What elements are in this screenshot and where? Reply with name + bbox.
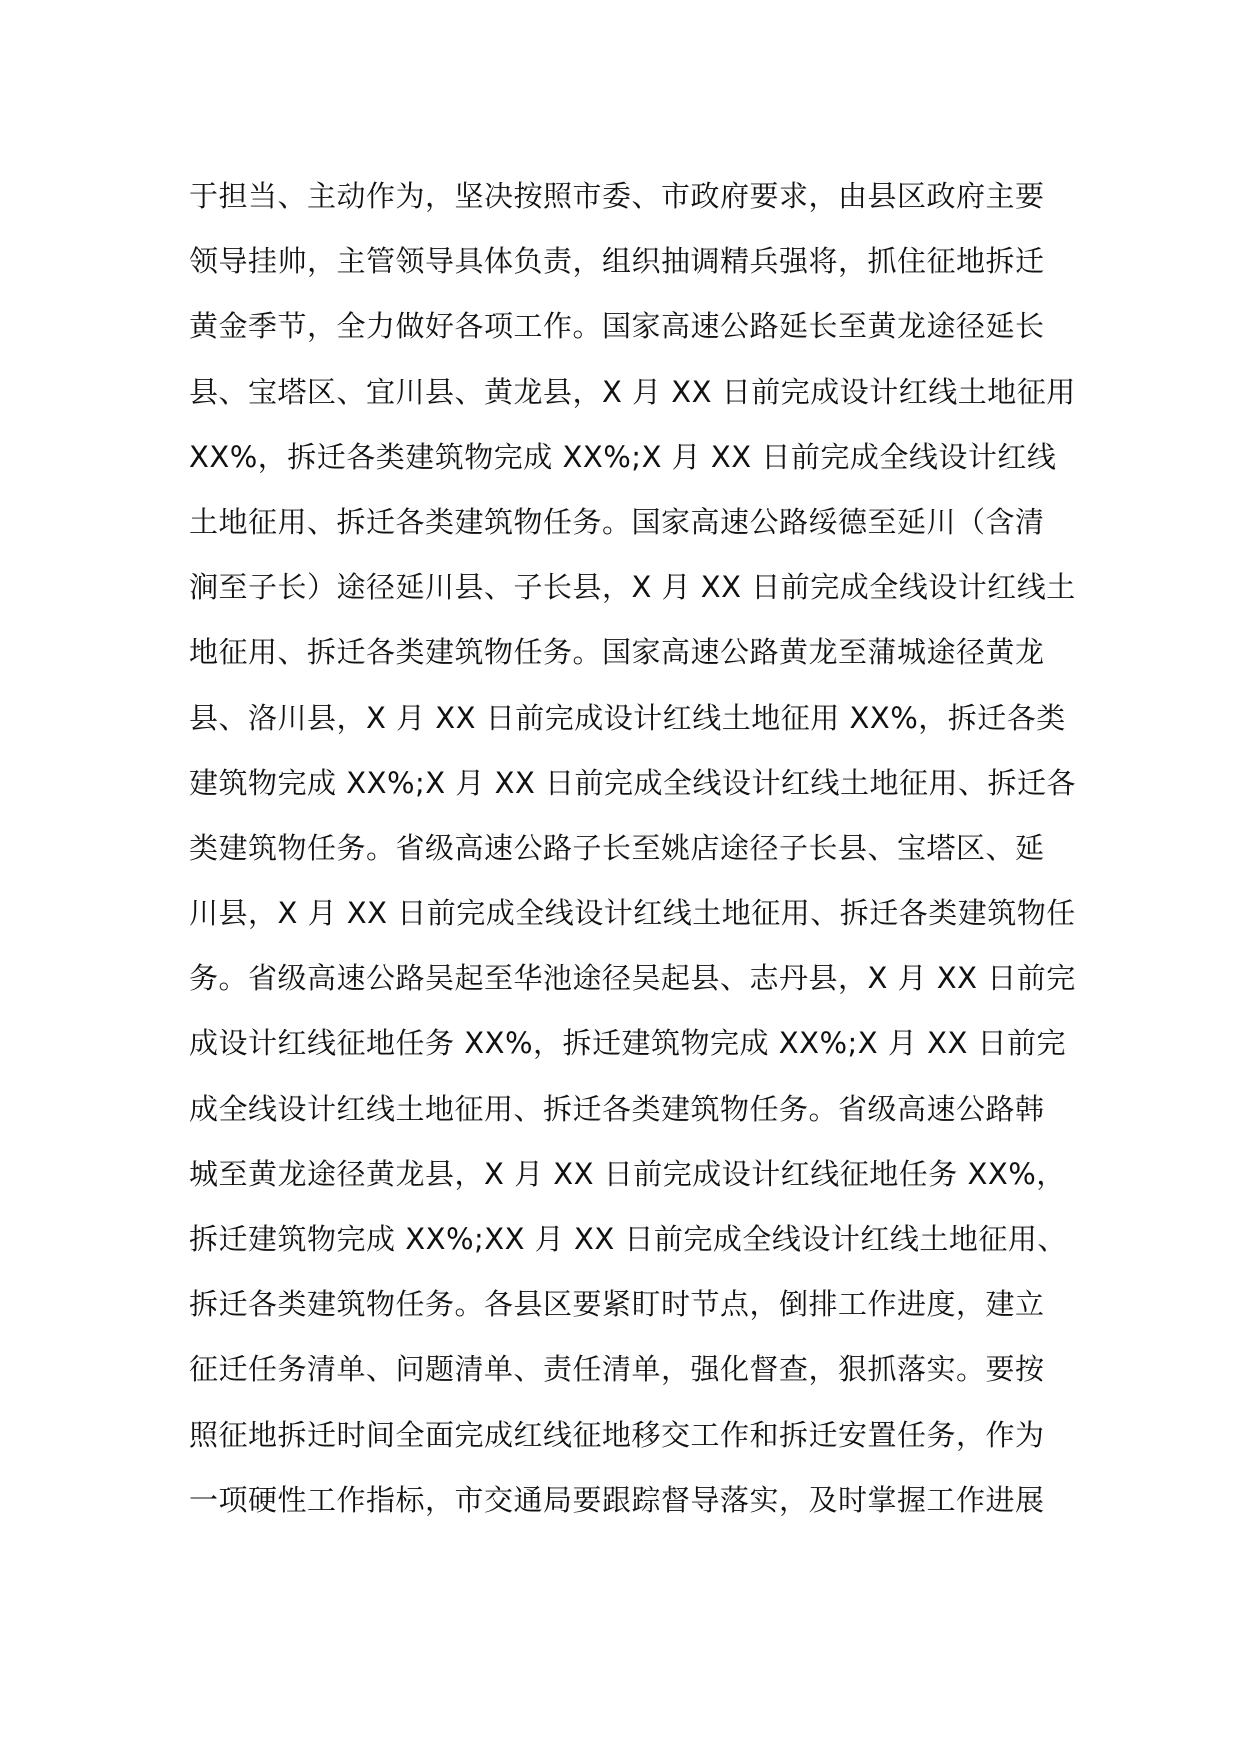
text-line: 成全线设计红线土地征用、拆迁各类建筑物任务。省级高速公路韩 xyxy=(189,1091,1045,1126)
text-line: 于担当、主动作为，坚决按照市委、市政府要求，由县区政府主要 xyxy=(189,179,1045,213)
text-line: 拆迁建筑物完成 XX%;XX 月 XX 日前完成全线设计红线土地征用、 xyxy=(189,1222,1067,1256)
text-line: 县、洛川县，X 月 XX 日前完成设计红线土地征用 XX%，拆迁各类 xyxy=(189,700,1066,735)
text-line: 建筑物完成 XX%;X 月 XX 日前完成全线设计红线土地征用、拆迁各 xyxy=(189,765,1077,800)
text-line: 领导挂帅，主管领导具体负责，组织抽调精兵强将，抓住征地拆迁 xyxy=(189,244,1045,279)
text-line: 县、宝塔区、宜川县、黄龙县，X 月 XX 日前完成设计红线土地征用 xyxy=(189,374,1076,409)
text-line: 征迁任务清单、问题清单、责任清单，强化督查，狠抓落实。要按 xyxy=(189,1352,1045,1387)
text-line: 拆迁各类建筑物任务。各县区要紧盯时节点，倒排工作进度，建立 xyxy=(189,1287,1045,1322)
text-line: 地征用、拆迁各类建筑物任务。国家高速公路黄龙至蒲城途径黄龙 xyxy=(189,635,1045,670)
text-line: 务。省级高速公路吴起至华池途径吴起县、志丹县，X 月 XX 日前完 xyxy=(189,961,1076,996)
text-line: 川县，X 月 XX 日前完成全线设计红线土地征用、拆迁各类建筑物任 xyxy=(189,896,1076,931)
text-line: 类建筑物任务。省级高速公路子长至姚店途径子长县、宝塔区、延 xyxy=(189,830,1045,865)
text-line: 一项硬性工作指标，市交通局要跟踪督导落实，及时掌握工作进展 xyxy=(189,1482,1045,1517)
text-line: 涧至子长）途径延川县、子长县，X 月 XX 日前完成全线设计红线土 xyxy=(189,570,1076,605)
text-line: XX%，拆迁各类建筑物完成 XX%;X 月 XX 日前完成全线设计红线 xyxy=(189,439,1057,474)
text-line: 照征地拆迁时间全面完成红线征地移交工作和拆迁安置任务，作为 xyxy=(189,1417,1045,1452)
text-line: 成设计红线征地任务 XX%，拆迁建筑物完成 XX%;X 月 XX 日前完 xyxy=(189,1026,1067,1061)
body-text xyxy=(189,164,1077,1533)
text-line: 土地征用、拆迁各类建筑物任务。国家高速公路绥德至延川（含清 xyxy=(189,504,1045,539)
text-line: 黄金季节，全力做好各项工作。国家高速公路延长至黄龙途径延长 xyxy=(189,309,1045,344)
text-line: 城至黄龙途径黄龙县，X 月 XX 日前完成设计红线征地任务 XX%， xyxy=(189,1156,1066,1191)
